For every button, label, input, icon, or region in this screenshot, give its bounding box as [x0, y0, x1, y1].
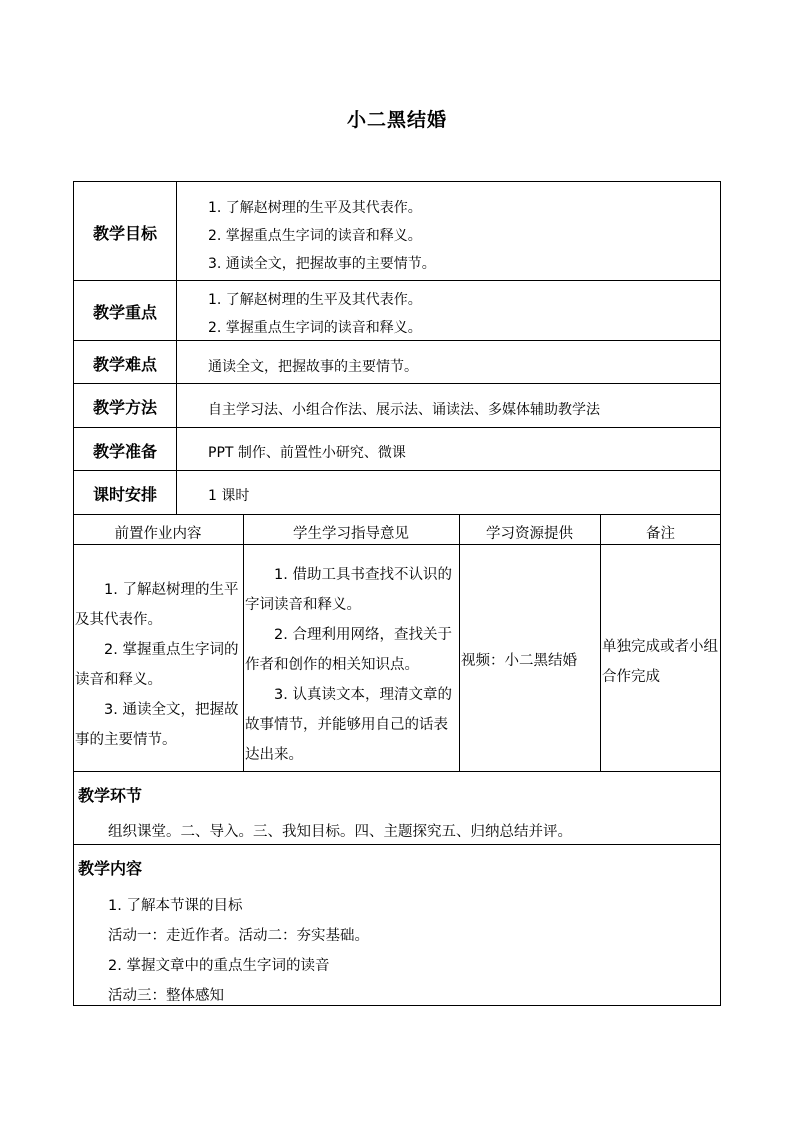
notes-cell: 单独完成或者小组合作完成	[602, 639, 718, 685]
grid-header-resources: 学习资源提供	[486, 526, 573, 542]
content-line: 2. 掌握文章中的重点生字词的读音	[108, 958, 330, 974]
key-point-item: 2. 掌握重点生字词的读音和释义。	[208, 320, 422, 336]
document-title: 小二黑结婚	[346, 109, 447, 131]
grid-column-divider	[459, 514, 460, 771]
schedule-text: 1 课时	[208, 488, 250, 504]
prework-cell	[75, 575, 241, 755]
prework-item: 1. 了解赵树理的生平及其代表作。	[75, 582, 239, 628]
methods-text: 自主学习法、小组合作法、展示法、诵读法、多媒体辅助教学法	[208, 402, 600, 418]
preparation-text: PPT 制作、前置性小研究、微课	[208, 445, 406, 461]
objective-item: 2. 掌握重点生字词的读音和释义。	[208, 228, 422, 244]
label-column-divider	[176, 181, 177, 514]
header-row-divider	[73, 544, 721, 545]
row-divider	[73, 514, 721, 515]
grid-bottom-divider	[73, 771, 721, 772]
content-line: 活动三：整体感知	[108, 988, 224, 1004]
section-head-procedure: 教学环节	[78, 786, 143, 805]
row-label-methods: 教学方法	[92, 398, 157, 417]
grid-header-notes: 备注	[646, 526, 675, 542]
grid-header-guidance: 学生学习指导意见	[293, 526, 409, 542]
key-points-text	[208, 286, 422, 342]
guidance-cell	[245, 560, 457, 770]
guidance-item: 3. 认真读文本，理清文章的故事情节，并能够用自己的话表达出来。	[245, 687, 452, 763]
row-label-schedule: 课时安排	[92, 485, 157, 504]
row-label-key-points: 教学重点	[92, 303, 157, 322]
guidance-item: 1. 借助工具书查找不认识的字词读音和释义。	[245, 567, 452, 613]
grid-column-divider	[243, 514, 244, 771]
row-divider	[73, 427, 721, 428]
row-label-difficulties: 教学难点	[92, 355, 157, 374]
row-divider	[73, 470, 721, 471]
row-divider	[73, 280, 721, 281]
grid-header-prework: 前置作业内容	[114, 526, 202, 542]
content-line: 活动一：走近作者。活动二：夯实基础。	[108, 928, 369, 944]
prework-item: 3. 通读全文，把握故事的主要情节。	[75, 702, 239, 748]
key-point-item: 1. 了解赵树理的生平及其代表作。	[208, 292, 422, 308]
resources-cell: 视频：小二黑结婚	[461, 653, 577, 669]
prework-item: 2. 掌握重点生字词的读音和释义。	[75, 642, 239, 688]
row-label-preparation: 教学准备	[92, 442, 157, 461]
guidance-item: 2. 合理利用网络，查找关于作者和创作的相关知识点。	[245, 627, 452, 673]
grid-column-divider	[600, 514, 601, 771]
row-label-objectives: 教学目标	[92, 224, 157, 243]
difficulties-text: 通读全文，把握故事的主要情节。	[208, 359, 418, 375]
section-head-content: 教学内容	[78, 859, 143, 878]
content-line: 1. 了解本节课的目标	[108, 898, 243, 914]
objective-item: 1. 了解赵树理的生平及其代表作。	[208, 200, 422, 216]
objectives-text	[208, 194, 436, 278]
procedure-text: 组织课堂。二、导入。三、我知目标。四、主题探究五、归纳总结并评。	[108, 824, 572, 840]
objective-item: 3. 通读全文，把握故事的主要情节。	[208, 256, 436, 272]
content-text	[108, 891, 369, 1011]
row-divider	[73, 383, 721, 384]
